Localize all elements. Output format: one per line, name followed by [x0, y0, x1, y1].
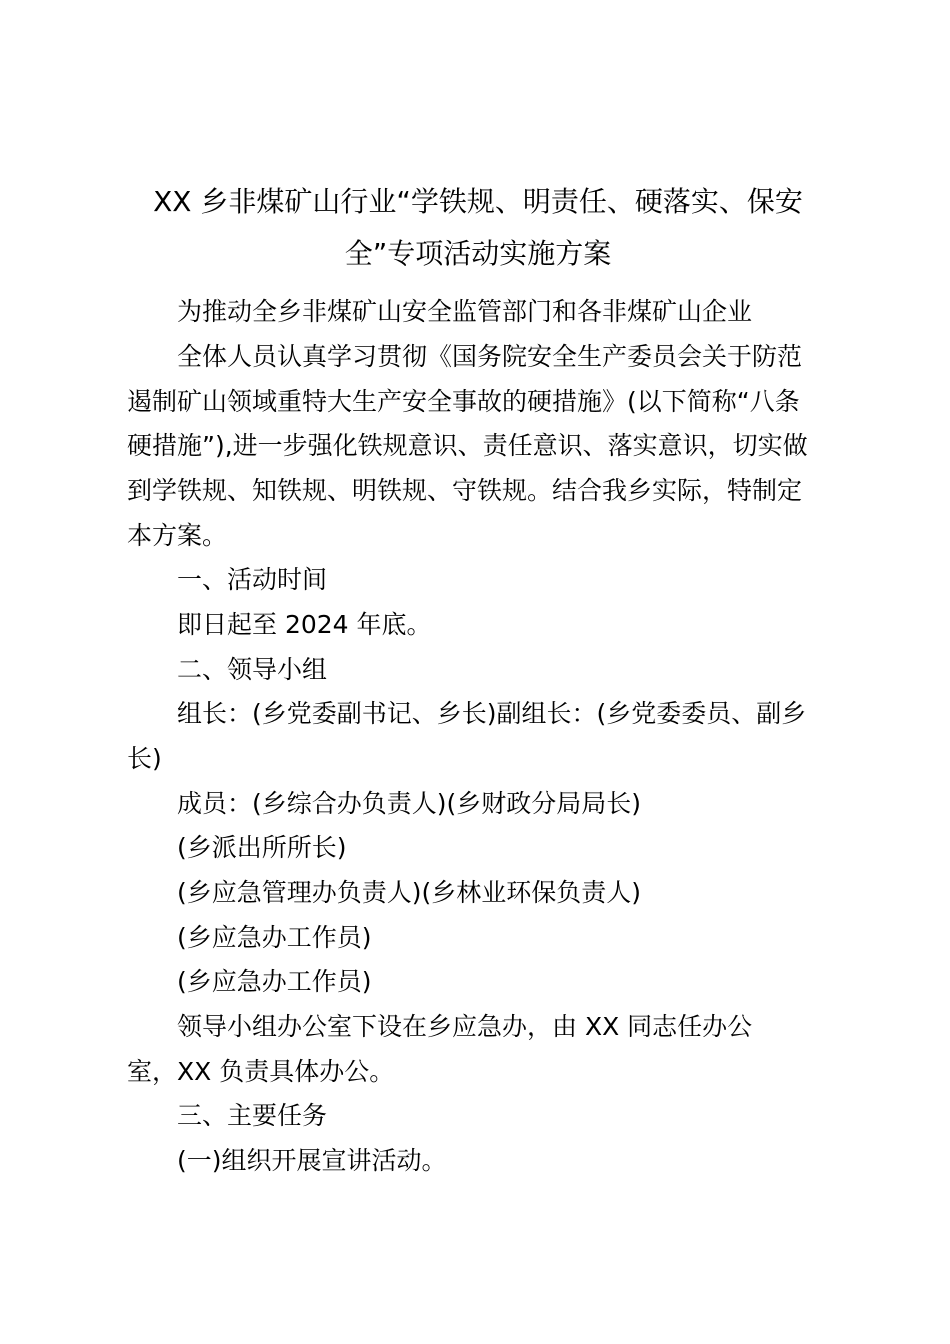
section-heading: 三、主要任务 [177, 1101, 328, 1130]
body-line: (乡应急管理办负责人)(乡林业环保负责人) [177, 878, 642, 907]
body-line: 即日起至 2024 年底。 [177, 610, 432, 639]
section-heading: 二、领导小组 [177, 655, 328, 684]
body-line: 到学铁规、知铁规、明铁规、守铁规。结合我乡实际，特制定 [127, 476, 803, 505]
body-line: (乡派出所所长) [177, 833, 347, 862]
body-line: 成员：(乡综合办负责人)(乡财政分局局长) [177, 789, 642, 818]
title-line-2: 全”专项活动实施方案 [344, 237, 612, 270]
subsection-heading: (一)组织开展宣讲活动。 [177, 1146, 447, 1175]
title-line-1: XX 乡非煤矿山行业“学铁规、明责任、硬落实、保安 [153, 185, 803, 218]
document-title [128, 176, 828, 280]
body-line: 硬措施”),进一步强化铁规意识、责任意识、落实意识，切实做 [127, 431, 808, 460]
body-line: 领导小组办公室下设在乡应急办，由 XX 同志任办公 [177, 1012, 753, 1041]
body-line: 本方案。 [127, 521, 228, 550]
body-line: (乡应急办工作员) [177, 967, 372, 996]
body-line: 室，XX 负责具体办公。 [127, 1057, 395, 1086]
body-line: 为推动全乡非煤矿山安全监管部门和各非煤矿山企业 [177, 297, 753, 326]
body-line: 全体人员认真学习贯彻《国务院安全生产委员会关于防范 [177, 342, 803, 371]
body-line: 遏制矿山领域重特大生产安全事故的硬措施》(以下简称“八条 [127, 387, 800, 416]
body-line: (乡应急办工作员) [177, 923, 372, 952]
body-line: 组长：(乡党委副书记、乡长)副组长：(乡党委委员、副乡 [177, 699, 807, 728]
body-line: 长) [127, 744, 162, 773]
section-heading: 一、活动时间 [177, 565, 328, 594]
